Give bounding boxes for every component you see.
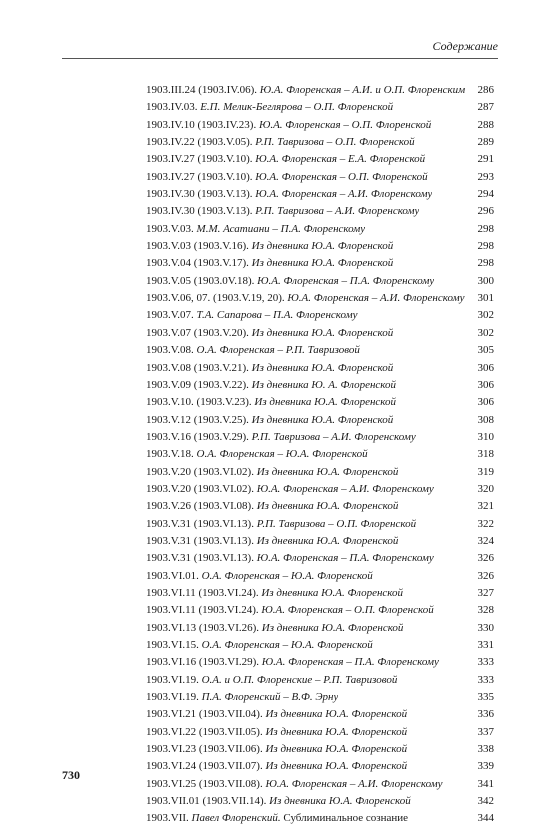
toc-entry-page: 333 xyxy=(477,656,494,669)
toc-entry-text xyxy=(146,429,416,446)
toc-entry-page: 287 xyxy=(477,101,494,114)
toc-entry xyxy=(146,706,494,723)
toc-entry xyxy=(146,255,494,272)
toc-entry-description: Из дневника Ю.А. Флоренской xyxy=(251,413,394,426)
toc-entry-description: О.А. Флоренская – Р.П. Тавризовой xyxy=(196,344,360,357)
toc-entry-text xyxy=(146,169,428,186)
toc-entry-page: 289 xyxy=(477,136,494,149)
toc-entry xyxy=(146,169,494,186)
toc-entry-page: 322 xyxy=(477,517,494,530)
toc-entry-description: Р.П. Тавризова – А.И. Флоренскому xyxy=(251,430,416,443)
toc-entry-page: 305 xyxy=(477,344,494,357)
toc-entry-text xyxy=(146,776,443,793)
toc-entry-page: 306 xyxy=(477,378,494,391)
toc-entry xyxy=(146,672,494,689)
toc-entry-date: 1903.V.09 (1903.V.22). xyxy=(146,378,249,391)
toc-entry xyxy=(146,758,494,775)
toc-entry xyxy=(146,290,494,307)
toc-entry-description: Ю.А. Флоренская – А.И. Флоренскому xyxy=(255,188,433,201)
toc-entry-text xyxy=(146,117,431,134)
toc-entry-page: 302 xyxy=(477,326,494,339)
toc-entry xyxy=(146,689,494,706)
toc-entry-date: 1903.VI.13 (1903.VI.26). xyxy=(146,621,260,634)
toc-entry-date: 1903.V.20 (1903.VI.02). xyxy=(146,465,254,478)
toc-entry-date: 1903.VI.19. xyxy=(146,691,199,704)
toc-entry-page: 306 xyxy=(477,361,494,374)
toc-entry xyxy=(146,221,494,238)
toc-entry-description: Из дневника Ю.А. Флоренской xyxy=(251,240,394,253)
toc-entry-description: Ю.А. Флоренская – А.И. Флоренскому xyxy=(265,777,443,790)
toc-entry-description: Ю.А. Флоренская – О.П. Флоренской xyxy=(258,118,432,131)
toc-entry xyxy=(146,238,494,255)
toc-entry xyxy=(146,481,494,498)
toc-entry xyxy=(146,134,494,151)
toc-entry-description: Из дневника Ю.А. Флоренской xyxy=(256,500,399,513)
toc-entry xyxy=(146,117,494,134)
toc-entry xyxy=(146,307,494,324)
toc-entry-text xyxy=(146,446,368,463)
toc-entry xyxy=(146,429,494,446)
toc-entry-description: Из дневника Ю.А. Флоренской xyxy=(261,621,404,634)
toc-entry-text xyxy=(146,273,434,290)
toc-entry-text xyxy=(146,516,416,533)
toc-entry-description: Из дневника Ю.А. Флоренской xyxy=(251,361,394,374)
page-number: 730 xyxy=(62,768,80,782)
toc-entry-date: 1903.V.05 (1903.0V.18). xyxy=(146,274,255,287)
toc-entry-description: Ю.А. Флоренская – Е.А. Флоренской xyxy=(255,153,426,166)
toc-entry-text xyxy=(146,134,415,151)
toc-entry-date: 1903.VI.19. xyxy=(146,673,199,686)
toc-entry-text xyxy=(146,464,398,481)
toc-entry xyxy=(146,342,494,359)
toc-entry-page: 324 xyxy=(477,534,494,547)
table-of-contents xyxy=(146,82,494,828)
toc-entry-text xyxy=(146,810,408,827)
toc-entry-date: 1903.V.10. (1903.V.23). xyxy=(146,396,252,409)
toc-entry-text xyxy=(146,758,407,775)
toc-entry-date: 1903.III.24 (1903.IV.06). xyxy=(146,84,258,96)
toc-entry-text xyxy=(146,290,465,307)
toc-entry-description: Из дневника Ю.А. Флоренской xyxy=(265,743,408,756)
toc-entry xyxy=(146,446,494,463)
toc-entry-date: 1903.VI.22 (1903.VII.05). xyxy=(146,725,263,738)
toc-entry-page: 339 xyxy=(477,760,494,773)
toc-entry-page: 344 xyxy=(477,812,494,825)
toc-entry-date: 1903.V.03 (1903.V.16). xyxy=(146,240,249,253)
toc-entry-text xyxy=(146,82,465,99)
toc-entry-description: Из дневника Ю.А. Флоренской xyxy=(265,725,408,738)
toc-entry-page: 337 xyxy=(477,725,494,738)
toc-entry-text xyxy=(146,706,407,723)
toc-entry-text xyxy=(146,342,360,359)
toc-entry-page: 300 xyxy=(477,274,494,287)
toc-entry-date: 1903.VII.01 (1903.VII.14). xyxy=(146,795,267,808)
toc-entry-description: П.А. Флоренский – В.Ф. Эрну xyxy=(201,691,339,704)
toc-entry-text xyxy=(146,654,439,671)
toc-entry-description: Ю.А. Флоренская – А.И. Флоренскому xyxy=(287,292,465,305)
toc-entry-text xyxy=(146,724,407,741)
toc-entry-page: 319 xyxy=(477,465,494,478)
toc-entry-date: 1903.IV.27 (1903.V.10). xyxy=(146,170,253,183)
toc-entry-description: О.А. и О.П. Флоренские – Р.П. Тавризовой xyxy=(201,673,398,686)
toc-entry-page: 320 xyxy=(477,482,494,495)
toc-entry-text xyxy=(146,637,373,654)
toc-entry-description: Из дневника Ю.А. Флоренской xyxy=(254,396,397,409)
toc-entry-date: 1903.V.04 (1903.V.17). xyxy=(146,257,249,270)
toc-entry-text xyxy=(146,585,403,602)
toc-entry-page: 318 xyxy=(477,448,494,461)
toc-entry-date: 1903.VII. xyxy=(146,812,189,825)
toc-entry-text xyxy=(146,394,396,411)
toc-entry xyxy=(146,377,494,394)
toc-entry-text xyxy=(146,99,393,116)
toc-entry-page: 331 xyxy=(477,639,494,651)
toc-entry-date: 1903.V.31 (1903.VI.13). xyxy=(146,517,254,530)
toc-entry-date: 1903.V.31 (1903.VI.13). xyxy=(146,552,254,565)
toc-entry-date: 1903.IV.27 (1903.V.10). xyxy=(146,153,253,166)
toc-entry-page: 342 xyxy=(477,795,494,808)
toc-entry-work-title: Сублиминальное сознание xyxy=(283,812,409,825)
toc-entry-page: 328 xyxy=(477,604,494,617)
toc-entry-page: 310 xyxy=(477,430,494,443)
toc-entry-description: Из дневника Ю.А. Флоренской xyxy=(251,257,394,270)
toc-entry-text xyxy=(146,151,425,168)
toc-entry-description: Из дневника Ю.А. Флоренской xyxy=(256,465,399,478)
toc-entry-page: 296 xyxy=(477,205,494,218)
toc-entry-text xyxy=(146,186,432,203)
toc-entry-date: 1903.VI.24 (1903.VII.07). xyxy=(146,760,263,773)
toc-entry-text xyxy=(146,620,403,637)
toc-entry-date: 1903.V.20 (1903.VI.02). xyxy=(146,482,254,495)
toc-entry-text xyxy=(146,203,419,220)
toc-entry-date: 1903.IV.30 (1903.V.13). xyxy=(146,188,253,201)
toc-entry xyxy=(146,741,494,758)
toc-entry-date: 1903.VI.11 (1903.VI.24). xyxy=(146,604,259,617)
toc-entry-description: Из дневника Ю.А. Флоренской xyxy=(251,326,394,339)
toc-entry-date: 1903.VI.01. xyxy=(146,569,199,582)
toc-entry-date: 1903.IV.22 (1903.V.05). xyxy=(146,136,253,149)
toc-entry xyxy=(146,516,494,533)
toc-entry-date: 1903.IV.30 (1903.V.13). xyxy=(146,205,253,218)
toc-entry-date: 1903.VI.11 (1903.VI.24). xyxy=(146,586,259,599)
toc-entry-page: 298 xyxy=(477,257,494,270)
toc-entry-text xyxy=(146,255,393,272)
toc-entry-date: 1903.V.31 (1903.VI.13). xyxy=(146,534,254,547)
toc-entry-description: Ю.А. Флоренская – А.И. Флоренскому xyxy=(256,482,434,495)
toc-entry-text xyxy=(146,325,393,342)
toc-entry-description: Ю.А. Флоренская – О.П. Флоренской xyxy=(261,604,434,617)
toc-entry-page: 302 xyxy=(477,309,494,322)
toc-entry-description: Р.П. Тавризова – А.И. Флоренскому xyxy=(255,205,420,218)
toc-entry xyxy=(146,776,494,793)
toc-entry-description: Т.А. Сапарова – П.А. Флоренскому xyxy=(196,309,358,322)
toc-entry-page: 291 xyxy=(477,153,494,166)
toc-entry-date: 1903.V.03. xyxy=(146,222,194,235)
toc-entry-page: 330 xyxy=(477,621,494,634)
toc-entry-text xyxy=(146,481,434,498)
toc-entry-page: 286 xyxy=(477,84,494,96)
toc-entry-text xyxy=(146,360,393,377)
toc-entry-page: 288 xyxy=(477,118,494,131)
toc-entry xyxy=(146,550,494,567)
toc-entry-description: О.А. Флоренская – Ю.А. Флоренской xyxy=(201,569,373,582)
toc-entry-date: 1903.VI.25 (1903.VII.08). xyxy=(146,777,263,790)
toc-entry-page: 338 xyxy=(477,743,494,756)
toc-entry-date: 1903.V.07 (1903.V.20). xyxy=(146,326,249,339)
toc-entry-description: Из дневника Ю. А. Флоренской xyxy=(251,378,397,391)
toc-entry-description: Из дневника Ю.А. Флоренской xyxy=(269,795,411,808)
toc-entry-description: Ю.А. Флоренская – А.И. и О.П. Флоренским xyxy=(259,84,466,96)
toc-entry-description: Р.П. Тавризова – О.П. Флоренской xyxy=(256,517,417,530)
toc-entry-date: 1903.V.08 (1903.V.21). xyxy=(146,361,249,374)
toc-entry xyxy=(146,585,494,602)
toc-entry-description: Ю.А. Флоренская – П.А. Флоренскому xyxy=(257,274,435,287)
toc-entry xyxy=(146,620,494,637)
toc-entry xyxy=(146,82,494,99)
toc-entry xyxy=(146,394,494,411)
toc-entry-page: 336 xyxy=(477,708,494,721)
toc-entry-description: Из дневника Ю.А. Флоренской xyxy=(261,586,404,599)
toc-entry xyxy=(146,273,494,290)
toc-entry-date: 1903.VI.23 (1903.VII.06). xyxy=(146,743,263,756)
toc-entry-text xyxy=(146,602,434,619)
toc-entry xyxy=(146,325,494,342)
toc-entry xyxy=(146,793,494,810)
toc-entry xyxy=(146,533,494,550)
toc-entry-page: 308 xyxy=(477,413,494,426)
toc-entry-date: 1903.IV.03. xyxy=(146,101,198,114)
toc-entry-date: 1903.V.16 (1903.V.29). xyxy=(146,430,249,443)
toc-entry-page: 333 xyxy=(477,673,494,686)
toc-entry xyxy=(146,810,494,827)
toc-entry-description: Из дневника Ю.А. Флоренской xyxy=(256,534,399,547)
toc-entry-date: 1903.V.06, 07. (1903.V.19, 20). xyxy=(146,292,285,305)
toc-entry xyxy=(146,151,494,168)
toc-entry-text xyxy=(146,741,407,758)
toc-entry-description: О.А. Флоренская – Ю.А. Флоренской xyxy=(201,639,373,651)
toc-entry xyxy=(146,724,494,741)
header-title: Содержание xyxy=(432,39,498,53)
toc-entry-text xyxy=(146,550,434,567)
toc-entry-description: Ю.А. Флоренская – П.А. Флоренскому xyxy=(256,552,434,565)
toc-entry-date: 1903.V.08. xyxy=(146,344,194,357)
toc-entry-date: 1903.V.12 (1903.V.25). xyxy=(146,413,249,426)
toc-entry-text xyxy=(146,221,365,238)
toc-entry-text xyxy=(146,412,393,429)
toc-entry xyxy=(146,568,494,585)
toc-entry-description: М.М. Асатиани – П.А. Флоренскому xyxy=(196,222,366,235)
toc-entry-text xyxy=(146,238,393,255)
toc-entry-page: 341 xyxy=(477,777,494,790)
toc-entry xyxy=(146,654,494,671)
toc-entry-text xyxy=(146,568,373,585)
toc-entry-description: Р.П. Тавризова – О.П. Флоренской xyxy=(255,136,415,149)
toc-entry-text xyxy=(146,498,398,515)
toc-entry-page: 327 xyxy=(477,586,494,599)
toc-entry-page: 326 xyxy=(477,569,494,582)
toc-entry-description: Е.П. Мелик-Беглярова – О.П. Флоренской xyxy=(200,101,394,114)
toc-entry-description: Из дневника Ю.А. Флоренской xyxy=(265,760,408,773)
toc-entry-text xyxy=(146,377,396,394)
toc-entry xyxy=(146,602,494,619)
toc-entry xyxy=(146,186,494,203)
toc-entry-page: 293 xyxy=(477,170,494,183)
toc-entry-date: 1903.VI.15. xyxy=(146,639,199,651)
toc-entry-date: 1903.IV.10 (1903.IV.23). xyxy=(146,118,257,131)
toc-entry-page: 335 xyxy=(477,691,494,704)
toc-entry-date: 1903.V.26 (1903.VI.08). xyxy=(146,500,254,513)
toc-entry-text xyxy=(146,793,411,810)
toc-entry-date: 1903.V.18. xyxy=(146,448,194,461)
toc-entry-date: 1903.VI.16 (1903.VI.29). xyxy=(146,656,260,669)
toc-entry xyxy=(146,203,494,220)
toc-entry-text xyxy=(146,307,358,324)
toc-entry-description: Ю.А. Флоренская – О.П. Флоренской xyxy=(255,170,428,183)
toc-entry-page: 326 xyxy=(477,552,494,565)
toc-entry-page: 298 xyxy=(477,240,494,253)
toc-entry-description: Из дневника Ю.А. Флоренской xyxy=(265,708,408,721)
toc-entry-page: 298 xyxy=(477,222,494,235)
toc-entry xyxy=(146,464,494,481)
toc-entry-description: Ю.А. Флоренская – П.А. Флоренскому xyxy=(261,656,439,669)
toc-entry xyxy=(146,99,494,116)
toc-entry-description: Павел Флоренский. xyxy=(191,812,281,825)
toc-entry-date: 1903.VI.21 (1903.VII.04). xyxy=(146,708,263,721)
toc-entry xyxy=(146,360,494,377)
toc-entry-page: 321 xyxy=(477,500,494,513)
toc-entry-page: 294 xyxy=(477,188,494,201)
toc-entry-text xyxy=(146,533,398,550)
toc-entry-description: О.А. Флоренская – Ю.А. Флоренской xyxy=(196,448,368,461)
toc-entry xyxy=(146,498,494,515)
toc-entry-page: 306 xyxy=(477,396,494,409)
toc-entry xyxy=(146,412,494,429)
running-header xyxy=(62,38,498,59)
toc-entry-text xyxy=(146,689,338,706)
toc-entry xyxy=(146,637,494,654)
toc-entry-page: 301 xyxy=(477,292,494,305)
toc-entry-text xyxy=(146,672,397,689)
toc-entry-date: 1903.V.07. xyxy=(146,309,194,322)
